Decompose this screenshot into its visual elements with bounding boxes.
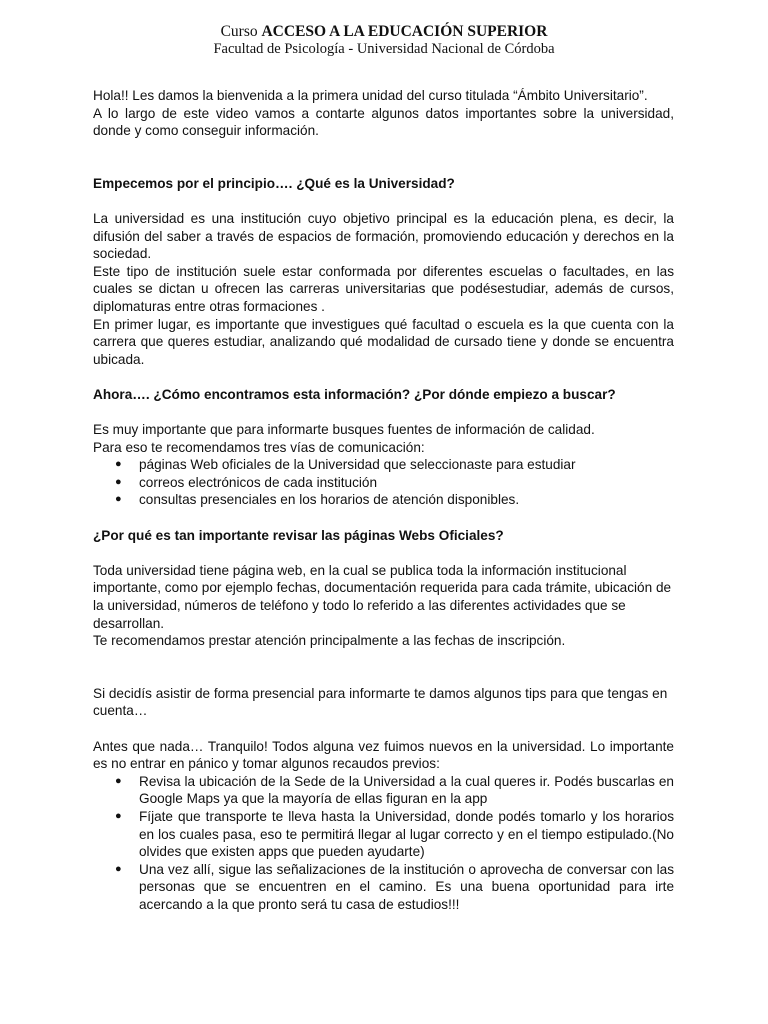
course-title-bold: ACCESO A LA EDUCACIÓN SUPERIOR	[261, 23, 548, 40]
section2-paragraph-2: Para eso te recomendamos tres vías de comunicación:	[93, 439, 425, 455]
section4-paragraph-1: Si decidís asistir de forma presencial para informarte te damos algunos tips para que tengas en cuenta…	[93, 685, 668, 719]
list-item: ● correos electrónicos de cada institución	[115, 474, 378, 490]
intro-line-1: Hola!! Les damos la bienvenida a la primera unidad del curso titulada “Ámbito Universitario”.	[93, 88, 648, 103]
section3-paragraph-2: Te recomendamos prestar atención principalmente a las fechas de inscripción.	[93, 633, 566, 649]
section1-paragraph-1: La universidad es una institución cuyo objetivo principal es la educación plena, es decir, la difusión del saber a través de espacios de formación, promoviendo educación y derechos en la sociedad.	[93, 210, 674, 262]
section1-heading: Empecemos por el principio…. ¿Qué es la Universidad?	[93, 175, 455, 191]
bullet-icon: ●	[115, 475, 122, 488]
faculty-line: Facultad de Psicología - Universidad Nacional de Córdoba	[213, 41, 555, 57]
section1-paragraph-2: Este tipo de institución suele estar conformada por diferentes escuelas o facultades, en las cuales se dictan u ofrecen las carreras universitarias que podésestudiar, además de cursos, diplomaturas entre otras formaciones .	[93, 263, 674, 314]
course-title: Curso ACCESO A LA EDUCACIÓN SUPERIOR	[220, 23, 548, 40]
document-body	[93, 87, 674, 914]
list-item: ● Una vez allí, sigue las señalizaciones de la institución o aprovecha de conversar con las personas que se encuentren en el camino. Es una buena oportunidad para irte acercando a la que pronto será tu casa de estudios!!!	[115, 861, 674, 912]
communication-list	[93, 456, 674, 509]
list-item: ● Fíjate que transporte te lleva hasta la Universidad, donde podés tomarlo y los horarios en los cuales pasa, eso te permitirá llegar al lugar correcto y en el tiempo estipulado.(No olvides que existen apps que pueden ayudarte)	[115, 808, 674, 860]
bullet-icon: ●	[115, 809, 122, 822]
intro-line-2: A lo largo de este video vamos a contarte algunos datos importantes sobre la universidad, donde y como conseguir información.	[93, 105, 674, 139]
list-item: ● consultas presenciales en los horarios de atención disponibles.	[115, 492, 520, 508]
section2-paragraph-1: Es muy importante que para informarte busques fuentes de información de calidad.	[93, 422, 595, 438]
list-item: ● páginas Web oficiales de la Universidad que seleccionaste para estudiar	[115, 457, 576, 473]
document-header	[0, 22, 768, 58]
bullet-icon: ●	[115, 458, 122, 471]
section1-paragraph-3: En primer lugar, es importante que investigues qué facultad o escuela es la que cuenta con la carrera que queres estudiar, analizando qué modalidad de cursado tiene y donde se encuentra ubicada.	[93, 316, 674, 367]
section4-paragraph-2: Antes que nada… Tranquilo! Todos alguna vez fuimos nuevos en la universidad. Lo importante es no entrar en pánico y tomar algunos recaudos previos:	[93, 738, 674, 772]
section3-heading: ¿Por qué es tan importante revisar las páginas Webs Oficiales?	[93, 527, 504, 543]
bullet-icon: ●	[115, 862, 122, 875]
section2-heading: Ahora…. ¿Cómo encontramos esta información? ¿Por dónde empiezo a buscar?	[93, 386, 616, 402]
bullet-icon: ●	[115, 493, 122, 506]
tips-list	[93, 773, 674, 914]
bullet-icon: ●	[115, 774, 122, 787]
list-item: ● Revisa la ubicación de la Sede de la Universidad a la cual queres ir. Podés buscarlas en Google Maps ya que la mayoría de ellas figuran en la app	[115, 773, 674, 807]
section3-paragraph-1: Toda universidad tiene página web, en la cual se publica toda la información institucional importante, como por ejemplo fechas, documentación requerida para cada trámite, ubicación de la universidad, números de teléfono y todo lo referido a las diferentes actividades que se desarrollan.	[93, 562, 672, 631]
